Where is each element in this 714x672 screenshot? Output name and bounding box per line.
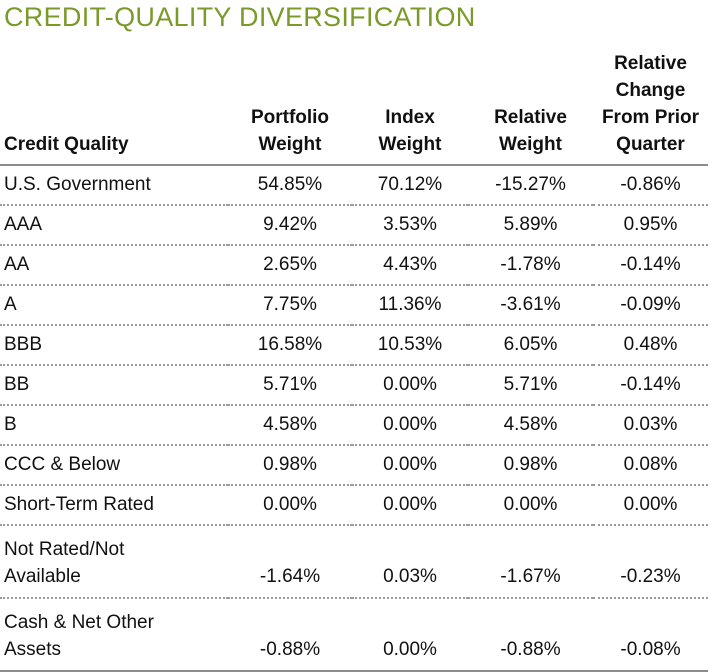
relative-change-cell: -0.08% — [593, 598, 708, 671]
header-portfolio-weight — [228, 50, 352, 165]
label-line: Short-Term Rated — [4, 494, 154, 515]
index-weight-cell: 70.12% — [352, 165, 468, 205]
relative-change-cell: 0.95% — [593, 205, 708, 245]
table-row — [0, 365, 708, 405]
table-row — [0, 245, 708, 285]
header-credit-quality — [0, 50, 228, 165]
label-line: CCC & Below — [4, 454, 121, 475]
label-line: U.S. Government — [4, 174, 151, 195]
portfolio-weight-cell: 2.65% — [228, 245, 352, 285]
table-row — [0, 205, 708, 245]
portfolio-weight-cell: 54.85% — [228, 165, 352, 205]
relative-weight-cell: 4.58% — [468, 405, 593, 445]
index-weight-cell: 0.00% — [352, 598, 468, 671]
header-relative-weight — [468, 50, 593, 165]
index-weight-cell: 0.03% — [352, 525, 468, 598]
portfolio-weight-cell: 4.58% — [228, 405, 352, 445]
header-line: Quarter — [616, 134, 685, 155]
index-weight-cell: 0.00% — [352, 365, 468, 405]
relative-change-cell: 0.00% — [593, 485, 708, 525]
index-weight-cell: 11.36% — [352, 285, 468, 325]
header-line: From Prior — [601, 107, 700, 128]
relative-change-cell: -0.09% — [593, 285, 708, 325]
credit-quality-label — [0, 405, 228, 445]
index-weight-cell: 0.00% — [352, 485, 468, 525]
label-line: Available — [4, 566, 81, 587]
label-line: B — [4, 414, 17, 435]
label-line: Cash & Net Other — [4, 612, 154, 633]
label-line: AAA — [4, 214, 43, 235]
label-line: AA — [4, 254, 30, 275]
relative-change-cell: 0.08% — [593, 445, 708, 485]
header-line: Weight — [378, 134, 442, 155]
relative-change-cell: -0.86% — [593, 165, 708, 205]
relative-change-cell: -0.23% — [593, 525, 708, 598]
portfolio-weight-cell: 5.71% — [228, 365, 352, 405]
table-row — [0, 165, 708, 205]
label-line: BB — [4, 374, 30, 395]
relative-weight-cell: 6.05% — [468, 325, 593, 365]
portfolio-weight-cell: 0.00% — [228, 485, 352, 525]
relative-weight-cell: 0.00% — [468, 485, 593, 525]
table-row — [0, 445, 708, 485]
table-row — [0, 285, 708, 325]
table-row — [0, 325, 708, 365]
header-line: Relative — [614, 53, 687, 74]
header-line: Portfolio — [250, 107, 330, 128]
relative-weight-cell: 5.89% — [468, 205, 593, 245]
label-line: Assets — [4, 639, 62, 660]
portfolio-weight-cell: 0.98% — [228, 445, 352, 485]
header-index-weight — [352, 50, 468, 165]
credit-quality-table — [0, 50, 708, 672]
portfolio-weight-cell: -0.88% — [228, 598, 352, 671]
header-line: Index — [385, 107, 435, 128]
relative-weight-cell: -3.61% — [468, 285, 593, 325]
label-line: A — [4, 294, 17, 315]
credit-quality-label — [0, 598, 228, 671]
header-line: Change — [615, 80, 686, 101]
credit-quality-label — [0, 165, 228, 205]
relative-change-cell: 0.03% — [593, 405, 708, 445]
header-relative-change — [593, 50, 708, 165]
credit-quality-label — [0, 285, 228, 325]
credit-quality-label — [0, 445, 228, 485]
header-line: Weight — [499, 134, 562, 155]
index-weight-cell: 3.53% — [352, 205, 468, 245]
portfolio-weight-cell: -1.64% — [228, 525, 352, 598]
label-line: Not Rated/Not — [4, 539, 125, 560]
label-line: BBB — [4, 334, 43, 355]
table-row — [0, 485, 708, 525]
index-weight-cell: 10.53% — [352, 325, 468, 365]
header-line: Weight — [258, 134, 322, 155]
credit-quality-label — [0, 325, 228, 365]
index-weight-cell: 4.43% — [352, 245, 468, 285]
credit-quality-label — [0, 365, 228, 405]
credit-quality-label — [0, 485, 228, 525]
portfolio-weight-cell: 7.75% — [228, 285, 352, 325]
header-line: Credit Quality — [4, 134, 129, 155]
page-title: CREDIT-QUALITY DIVERSIFICATION — [4, 2, 476, 32]
table-header-row — [0, 50, 708, 165]
credit-quality-label — [0, 205, 228, 245]
relative-change-cell: -0.14% — [593, 245, 708, 285]
credit-quality-label — [0, 245, 228, 285]
credit-quality-label — [0, 525, 228, 598]
header-line: Relative — [494, 107, 567, 128]
portfolio-weight-cell: 16.58% — [228, 325, 352, 365]
relative-weight-cell: -1.78% — [468, 245, 593, 285]
relative-weight-cell: -1.67% — [468, 525, 593, 598]
relative-weight-cell: -15.27% — [468, 165, 593, 205]
relative-weight-cell: 0.98% — [468, 445, 593, 485]
table-row — [0, 525, 708, 598]
relative-change-cell: 0.48% — [593, 325, 708, 365]
relative-change-cell: -0.14% — [593, 365, 708, 405]
relative-weight-cell: -0.88% — [468, 598, 593, 671]
table-row — [0, 598, 708, 671]
index-weight-cell: 0.00% — [352, 445, 468, 485]
table-row — [0, 405, 708, 445]
index-weight-cell: 0.00% — [352, 405, 468, 445]
relative-weight-cell: 5.71% — [468, 365, 593, 405]
table-body — [0, 165, 708, 671]
portfolio-weight-cell: 9.42% — [228, 205, 352, 245]
